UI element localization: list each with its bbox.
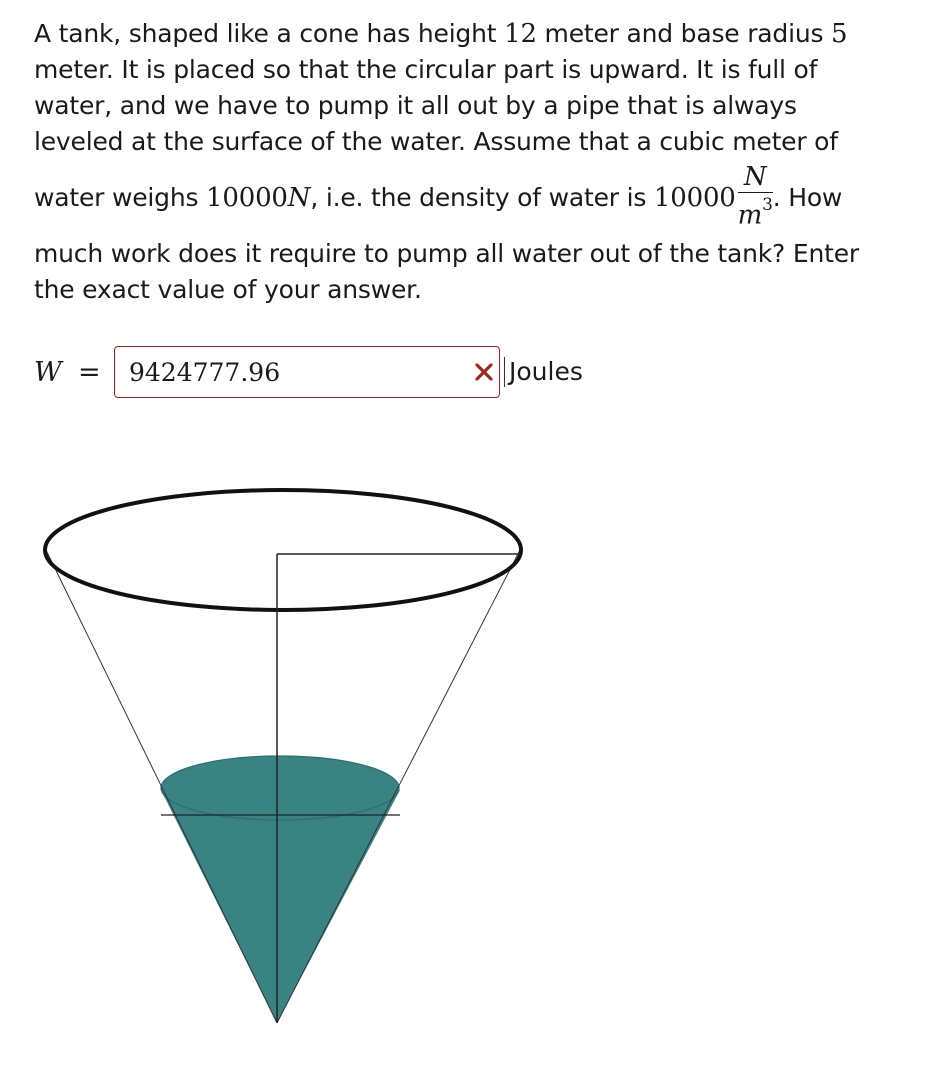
height-value: 12 — [504, 19, 537, 49]
incorrect-x-icon — [473, 359, 495, 385]
answer-variable: W — [34, 356, 62, 388]
cone-top-rim — [45, 490, 521, 610]
answer-value: 9424777.96 — [129, 357, 281, 387]
answer-input[interactable] — [114, 346, 500, 398]
problem-line-3: water, and we have to pump it all out by a pipe that is always — [34, 91, 797, 120]
water-surface — [161, 756, 399, 820]
density-denominator: $m^3$ — [737, 195, 773, 231]
units-label: Joules — [504, 357, 583, 387]
equals-sign: = — [78, 356, 101, 388]
answer-row — [34, 344, 583, 400]
density-numerator: N — [738, 162, 773, 193]
cone-tank-figure — [30, 470, 550, 1044]
density-value: 10000 — [653, 183, 736, 213]
weight-unit: N — [287, 183, 311, 213]
problem-line-6: much work does it require to pump all water out of the tank? Enter — [34, 239, 859, 268]
density-fraction — [738, 162, 773, 232]
problem-line-4: leveled at the surface of the water. Assume that a cubic meter of — [34, 127, 838, 156]
problem-line-1: A tank, shaped like a cone has height 12 meter and base radius 5 — [34, 19, 848, 49]
problem-line-7: the exact value of your answer. — [34, 275, 422, 304]
weight-value: 10000 — [206, 183, 288, 213]
radius-value: 5 — [831, 19, 848, 49]
problem-line-5: water weighs 10000N, i.e. the density of water is 10000 $\frac{N}{m^3}$ . How — [34, 162, 843, 231]
water-volume — [161, 790, 400, 1023]
problem-statement — [34, 16, 914, 308]
problem-line-2: meter. It is placed so that the circular part is upward. It is full of — [34, 55, 818, 84]
